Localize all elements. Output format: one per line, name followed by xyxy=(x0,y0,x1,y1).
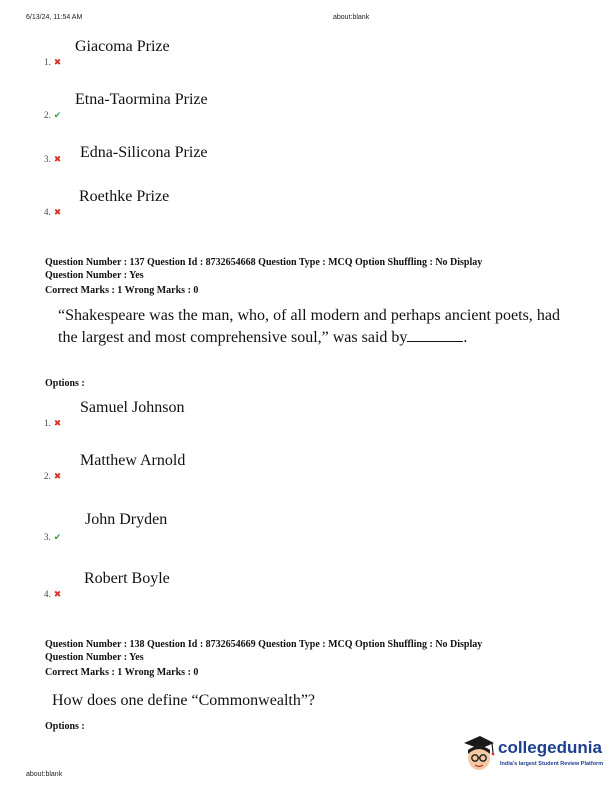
option-text: Samuel Johnson xyxy=(80,399,185,416)
option-number: 3. xyxy=(44,154,51,164)
brand-name: collegedunia xyxy=(498,738,602,757)
print-page-title: about:blank xyxy=(333,14,370,21)
question-text: How does one define “Commonwealth”? xyxy=(52,692,316,709)
option-number: 1. xyxy=(44,418,51,428)
question-marks: Correct Marks : 1 Wrong Marks : 0 xyxy=(45,285,199,296)
question-text: “Shakespeare was the man, who, of all modern and perhaps ancient poets, had the largest and most comprehensive soul,” was said by . xyxy=(58,307,560,346)
options-label: Options : xyxy=(45,721,85,732)
option-text: Matthew Arnold xyxy=(80,452,186,469)
option-number: 4. xyxy=(44,207,51,217)
question-meta-line: Question Number : Yes xyxy=(45,652,144,663)
option-text: Edna-Silicona Prize xyxy=(80,144,208,161)
check-icon: ✔ xyxy=(53,532,62,542)
cross-icon: ✖ xyxy=(53,154,62,164)
option-number: 1. xyxy=(44,57,51,67)
question-meta-line: Question Number : 138 Question Id : 8732654669 Question Type : MCQ Option Shuffling : No Display xyxy=(45,639,483,650)
answer-blank xyxy=(407,327,463,342)
question-meta xyxy=(45,256,482,297)
check-icon: ✔ xyxy=(53,110,62,120)
question-meta-line: Question Number : 137 Question Id : 8732654668 Question Type : MCQ Option Shuffling : No Display xyxy=(45,257,483,268)
print-footer-url: about:blank xyxy=(26,771,63,778)
option-number: 4. xyxy=(44,589,51,599)
question-meta xyxy=(45,638,482,679)
collegedunia-logo xyxy=(460,732,610,778)
option-text: Roethke Prize xyxy=(79,188,170,205)
cross-icon: ✖ xyxy=(53,589,62,599)
cross-icon: ✖ xyxy=(53,418,62,428)
option-number: 3. xyxy=(44,532,51,542)
question-marks: Correct Marks : 1 Wrong Marks : 0 xyxy=(45,667,199,678)
print-datetime: 6/13/24, 11:54 AM xyxy=(26,14,83,21)
cross-icon: ✖ xyxy=(53,471,62,481)
option-text: John Dryden xyxy=(85,511,168,528)
options-label: Options : xyxy=(45,378,85,389)
cross-icon: ✖ xyxy=(53,207,62,217)
option-text: Etna-Taormina Prize xyxy=(75,91,208,108)
option-text: Robert Boyle xyxy=(84,570,170,587)
cross-icon: ✖ xyxy=(53,57,62,67)
option-text: Giacoma Prize xyxy=(75,38,170,55)
brand-tagline: India's largest Student Review Platform xyxy=(500,761,604,767)
option-number: 2. xyxy=(44,471,51,481)
mascot-icon xyxy=(460,734,496,774)
option-number: 2. xyxy=(44,110,51,120)
question-meta-line: Question Number : Yes xyxy=(45,270,144,281)
